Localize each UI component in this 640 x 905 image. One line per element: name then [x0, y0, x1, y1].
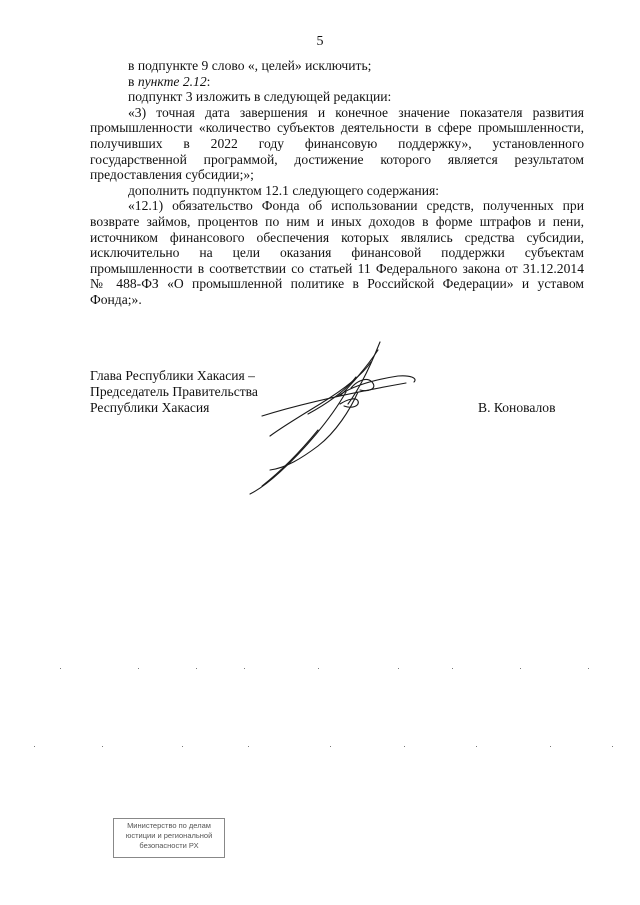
paragraph-subpoint-12-1-line: возврате займов, процентов по ним и иных доходов в форме штрафов и пени, — [90, 213, 584, 229]
paragraph-subpoint-12-1-line: источником финансового обеспечения которых являлись средства субсидии, — [90, 229, 584, 245]
paragraph-subpoint-3-line: получивших в 2022 году финансовую поддержку», установленного — [90, 135, 584, 151]
paragraph-subpoint-3-line: «3) точная дата завершения и конечное значение показателя развития — [128, 104, 584, 120]
signatory-title — [90, 368, 258, 416]
paragraph-subpoint-12-1-line: № 488-ФЗ «О промышленной политике в Российской Федерации» и уставом — [90, 276, 584, 292]
registration-stamp — [113, 818, 225, 858]
stamp-line: юстиции и региональной — [125, 831, 213, 840]
paragraph-subpoint-12-1-intro: дополнить подпунктом 12.1 следующего содержания: — [128, 182, 439, 198]
point-suffix: : — [206, 73, 211, 89]
paragraph-subpoint-12-1-line: Фонда;». — [90, 291, 142, 307]
paragraph-point-2-12 — [90, 74, 584, 90]
paragraph-subpoint-12-1-line: промышленности в соответствии со статьей 11 Федерального закона от 31.12.2014 — [90, 260, 584, 276]
stamp-line: безопасности РХ — [139, 841, 199, 850]
paragraph-subpoint-3-line: предоставления субсидии;»; — [90, 167, 254, 183]
scan-artifact-dots — [0, 746, 640, 748]
signatory-name: В. Коновалов — [478, 400, 556, 415]
signatory-title-line: Глава Республики Хакасия – — [90, 368, 255, 383]
paragraph-subpoint-3-line: промышленности «количество субъектов деятельности в сфере промышленности, — [90, 120, 584, 136]
page-number: 5 — [316, 34, 324, 49]
scan-artifact-dots — [0, 668, 640, 670]
paragraph-subpoint-3-line: государственной программой, достижение которого является результатом — [90, 151, 584, 167]
signatory-title-line: Председатель Правительства — [90, 384, 258, 399]
paragraph-subpoint-3-intro: подпункт 3 изложить в следующей редакции: — [128, 89, 392, 105]
point-2-12-label: пункте 2.12 — [137, 73, 207, 89]
point-prefix: в — [128, 73, 138, 89]
document-body — [90, 58, 584, 308]
paragraph-subpoint-12-1-line: «12.1) обязательство Фонда об использовании средств, полученных при — [128, 198, 584, 214]
stamp-line: Министерство по делам — [127, 821, 211, 830]
paragraph-subpoint-12-1-line: исключительно на цели оказания финансовой поддержки субъектам — [90, 245, 584, 261]
paragraph-subpoint-9: в подпункте 9 слово «, целей» исключить; — [128, 58, 372, 73]
signatory-title-line: Республики Хакасия — [90, 400, 210, 415]
